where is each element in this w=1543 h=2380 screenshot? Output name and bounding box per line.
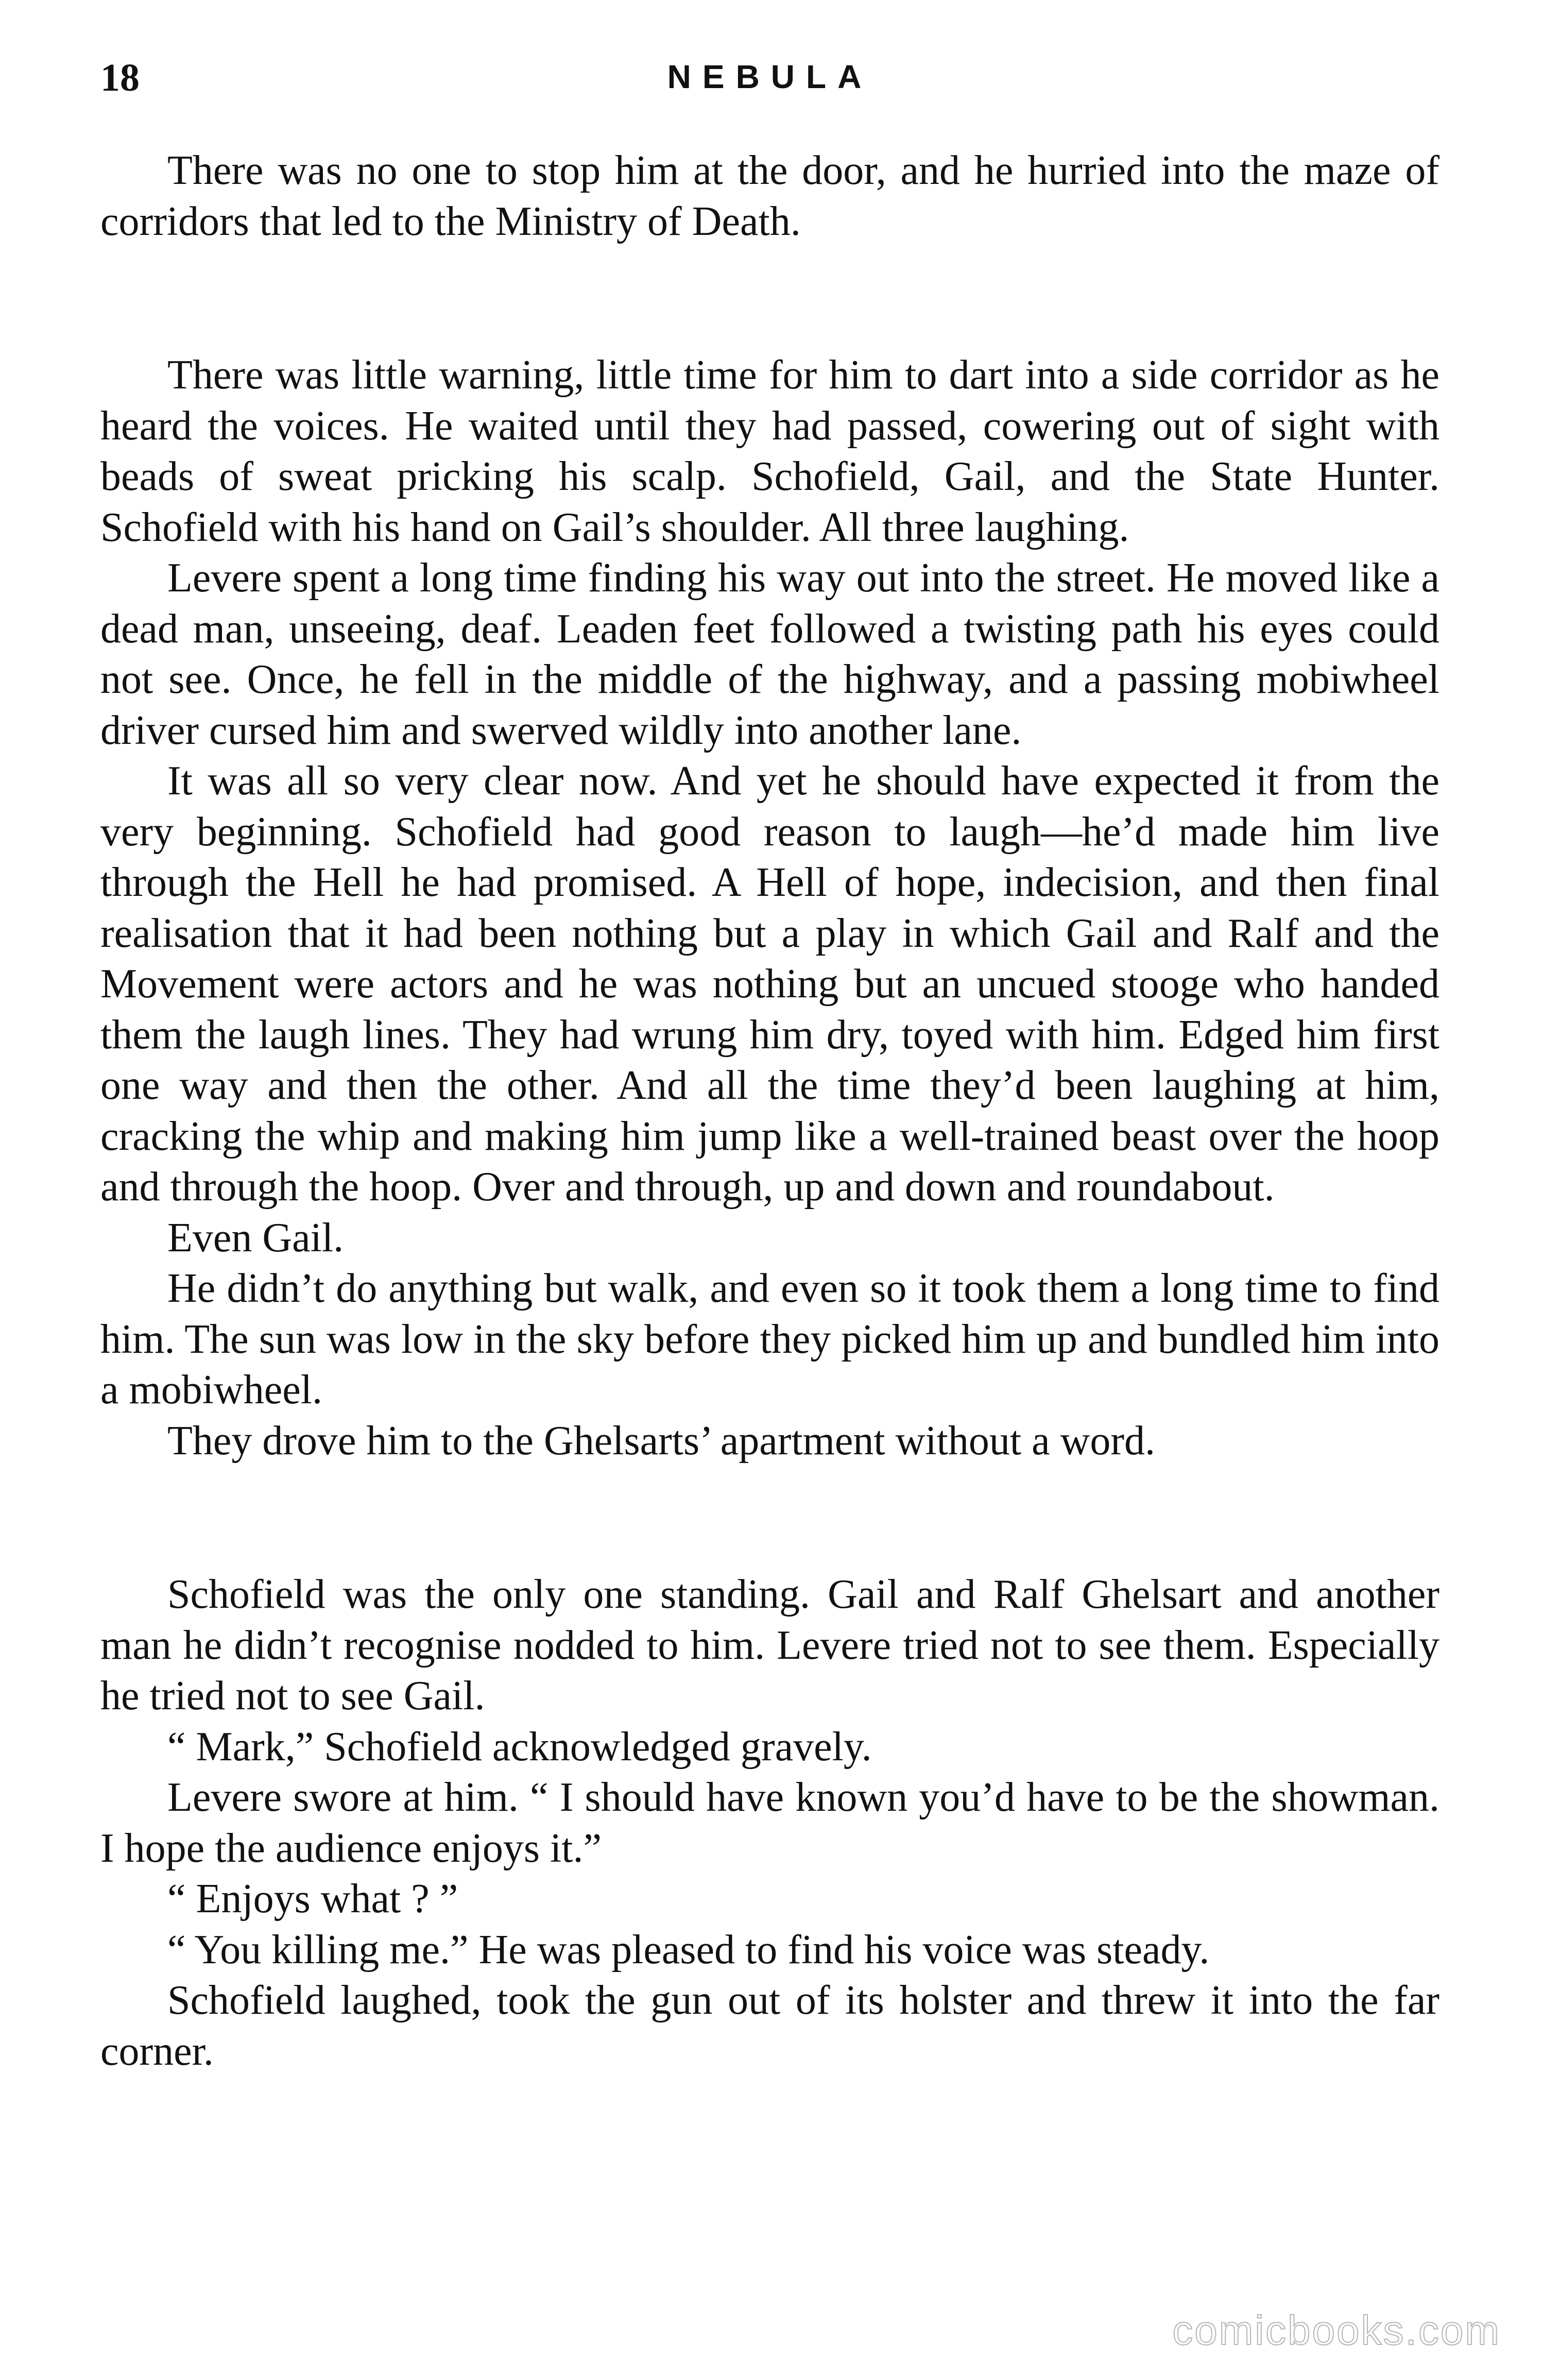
paragraph: Even Gail.	[167, 1215, 344, 1261]
paragraph: Levere spent a long time finding his way out into the street. He moved like a dead man, unseeing, deaf. Leaden feet followed a twisting path his eyes could not see. Once, he fell in the middle of the highway, and a passing mobiwheel driver cursed him and swerved wildly into another lane.	[100, 555, 1439, 753]
watermark: comicbooks.com	[1172, 2307, 1501, 2353]
paragraph: There was little warning, little time for him to dart into a side corridor as he heard the voices. He waited until they had passed, cowering out of sight with beads of sweat pricking his scalp. Schofield, Gail, and the State Hunter. Schofield with his hand on Gail’s shoulder. All three laughing.	[100, 352, 1439, 550]
paragraph: “ Enjoys what ? ”	[167, 1876, 458, 1922]
running-title: NEBULA	[667, 58, 873, 95]
paragraph: Levere swore at him. “ I should have known you’d have to be the showman. I hope the audience enjoys it.”	[100, 1775, 1439, 1871]
section-break	[100, 1466, 1439, 1569]
paragraph: “ You killing me.” He was pleased to find his voice was steady.	[167, 1927, 1210, 1973]
page-number: 18	[100, 56, 140, 99]
paragraph: Schofield was the only one standing. Gail and Ralf Ghelsart and another man he didn’t recognise nodded to him. Levere tried not to see them. Especially he tried not to see Gail.	[100, 1572, 1439, 1719]
paragraph: Schofield laughed, took the gun out of its holster and threw it into the far corner.	[100, 1978, 1439, 2074]
section-break	[100, 247, 1439, 350]
story-text	[100, 145, 1439, 2077]
page-header	[100, 56, 1439, 107]
paragraph: They drove him to the Ghelsarts’ apartment without a word.	[167, 1418, 1156, 1464]
paragraph: It was all so very clear now. And yet he should have expected it from the very beginning. Schofield had good reason to laugh—he’d made him live through the Hell he had promised. A Hell of hope, indecision, and then final realisation that it had been nothing but a play in which Gail and Ralf and the Movement were actors and he was nothing but an uncued stooge who handed them the laugh lines. They had wrung him dry, toyed with him. Edged him first one way and then the other. And all the time they’d been laughing at him, cracking the whip and making him jump like a well-trained beast over the hoop and through the hoop. Over and through, up and down and roundabout.	[100, 758, 1439, 1210]
paragraph: He didn’t do anything but walk, and even so it took them a long time to find him. The sun was low in the sky before they picked him up and bundled him into a mobiwheel.	[100, 1266, 1439, 1413]
paragraph: “ Mark,” Schofield acknowledged gravely.	[167, 1724, 872, 1770]
paragraph: There was no one to stop him at the door, and he hurried into the maze of corridors that led to the Ministry of Death.	[100, 148, 1439, 244]
